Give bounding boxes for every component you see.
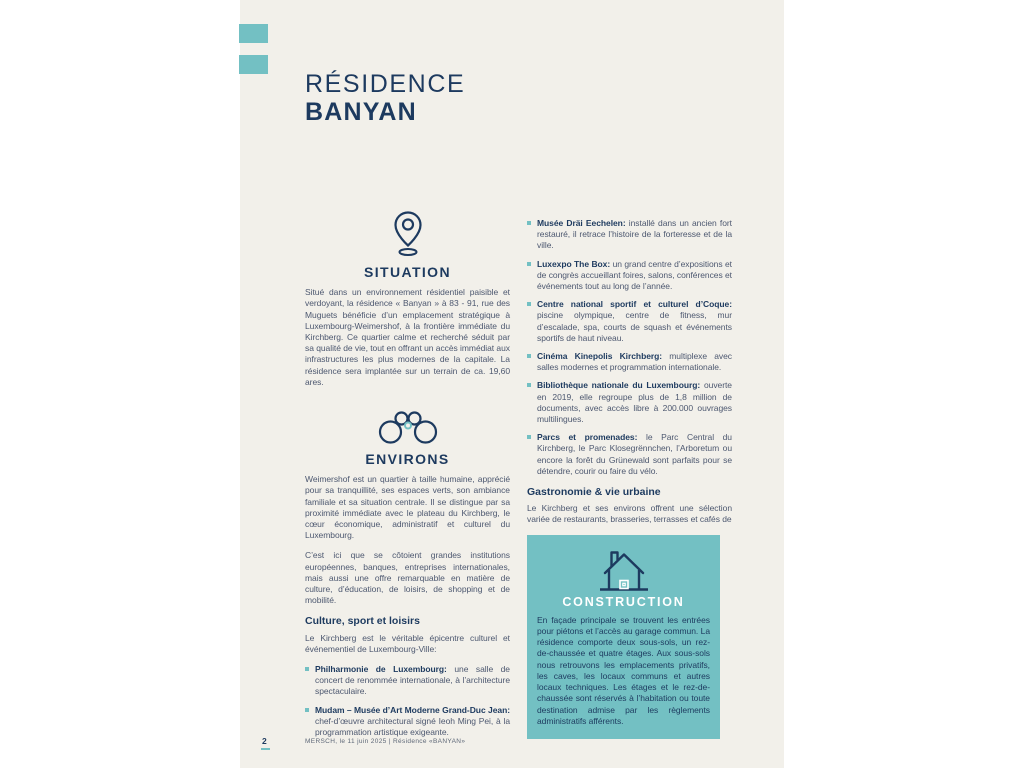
list-item [527, 218, 732, 252]
list-item [527, 299, 732, 344]
bullet-text: une salle de concert de renommée internationale, à l’architecture spectaculaire. [315, 664, 510, 697]
construction-body: En façade principale se trouvent les entrées pour piétons et l’accès au garage commun. La résidence comporte deux sous-sols, un rez-de-chaussée et quatre étages. Aux sous-sols nous retrouvons les emplacements privatifs, les caves, les locaux communs et autres locaux techniques. Les étages et le rez-de-chaussée sont réservés à l’habitation ou toute destination admise par les règlements administratifs afférents. [537, 614, 710, 726]
list-item [527, 259, 732, 293]
bullet-lead: Bibliothèque nationale du Luxembourg: [537, 380, 701, 391]
bullet-lead: Centre national sportif et culturel d’Coque: [537, 299, 732, 310]
bullet-square-icon [527, 354, 531, 358]
bullet-lead: Luxexpo The Box: [537, 258, 611, 269]
environs-paragraph-1: Weimershof est un quartier à taille humaine, apprécié pour sa tranquillité, ses espaces verts, son ambiance familiale et sa situation centrale. Il se distingue par sa proximité immédiate avec le plateau du Kirchberg, le cœur économique, administratif et culturel du Luxembourg. [305, 474, 510, 541]
environs-heading: ENVIRONS [365, 451, 450, 468]
bullet-text: multiplexe avec salles modernes et programmation internationale. [537, 351, 732, 373]
culture-heading: Culture, sport et loisirs [305, 615, 420, 628]
construction-heading: CONSTRUCTION [562, 594, 685, 609]
title-line-1: RÉSIDENCE [305, 70, 466, 98]
gastronomie-body: Le Kirchberg et ses environs offrent une sélection variée de restaurants, brasseries, terrasses et cafés de [527, 503, 732, 525]
environs-paragraph-2: C’est ici que se côtoient grandes institutions européennes, banques, entreprises internationales, mais aussi une offre remarquable en matière de culture, d’éducation, de loisirs, de shopping et de mobilité. [305, 550, 510, 606]
bullet-lead: Parcs et promenades: [537, 432, 638, 443]
situation-body: Situé dans un environnement résidentiel paisible et verdoyant, la résidence « Banyan » à 83 - 91, rue des Muguets bénéficie d’un emplacement stratégique à Luxembourg-Weimershof, à la frontière immédiate du Kirchberg. Ce quartier calme et recherché séduit par sa qualité de vie, tout en offrant un accès immédiat aux infrastructures les plus modernes de la capitale. La résidence sera implantée sur un terrain de ca. 19,60 ares. [305, 287, 510, 387]
house-icon [537, 544, 710, 594]
bullet-text: le Parc Central du Kirchberg, le Parc Klosegrënnchen, l’Arboretum ou encore la forêt du Grünewald sont parfaits pour se détendre, courir ou faire du vélo. [537, 432, 732, 476]
bullet-square-icon [527, 221, 531, 225]
page-number: 2 [262, 736, 267, 746]
culture-intro: Le Kirchberg est le véritable épicentre culturel et événementiel de Luxembourg-Ville: [305, 632, 510, 654]
list-item [305, 705, 510, 739]
bullet-lead: Cinéma Kinepolis Kirchberg: [537, 351, 663, 362]
bullet-lead: Philharmonie de Luxembourg: [315, 664, 447, 675]
page-title [305, 70, 465, 126]
poi-bullet-list [527, 218, 732, 477]
bullet-lead: Musée Dräi Eechelen: [537, 218, 626, 228]
bullet-text: ouverte en 2019, elle regroupe plus de 1,8 million de documents, avec accès libre à 200.000 ouvrages multilingues. [537, 380, 732, 425]
teal-deco-square [239, 55, 268, 74]
right-column [527, 210, 732, 739]
bullet-square-icon [527, 262, 531, 266]
bullet-square-icon [527, 383, 531, 387]
brochure-page [240, 0, 784, 768]
location-pin-icon [305, 210, 510, 257]
gastronomie-heading: Gastronomie & vie urbaine [527, 486, 661, 499]
culture-bullet-list [305, 664, 510, 738]
bullet-text: un grand centre d’expositions et de congrès accueillant foires, salons, conférences et événements tout au long de l’année. [537, 258, 732, 292]
situation-heading: SITUATION [363, 264, 451, 280]
page-number-underline [261, 748, 270, 750]
list-item [527, 351, 732, 373]
construction-box [527, 535, 720, 739]
binoculars-icon [305, 408, 510, 444]
list-item [527, 432, 732, 477]
bullet-text: installé dans un ancien fort restauré, il retrace l’histoire de la forteresse et de la ville. [537, 218, 732, 251]
list-item [305, 664, 510, 698]
title-line-2: BANYAN [305, 98, 417, 126]
teal-deco-square [239, 24, 268, 43]
bullet-square-icon [527, 435, 531, 439]
bullet-lead: Mudam – Musée d’Art Moderne Grand-Duc Jean: [315, 704, 510, 715]
footer-text: MERSCH, le 11 juin 2025 | Résidence «BANYAN» [305, 738, 466, 745]
bullet-square-icon [305, 708, 309, 712]
left-column [305, 210, 510, 745]
bullet-square-icon [527, 302, 531, 306]
bullet-square-icon [305, 667, 309, 671]
bullet-text: piscine olympique, centre de fitness, mur d’escalade, spa, courts de squash et événements sportifs de haut niveau. [537, 310, 732, 343]
bullet-text: chef-d’œuvre architectural signé Ieoh Ming Pei, à la programmation artistique exigeante. [315, 715, 510, 738]
list-item [527, 380, 732, 425]
